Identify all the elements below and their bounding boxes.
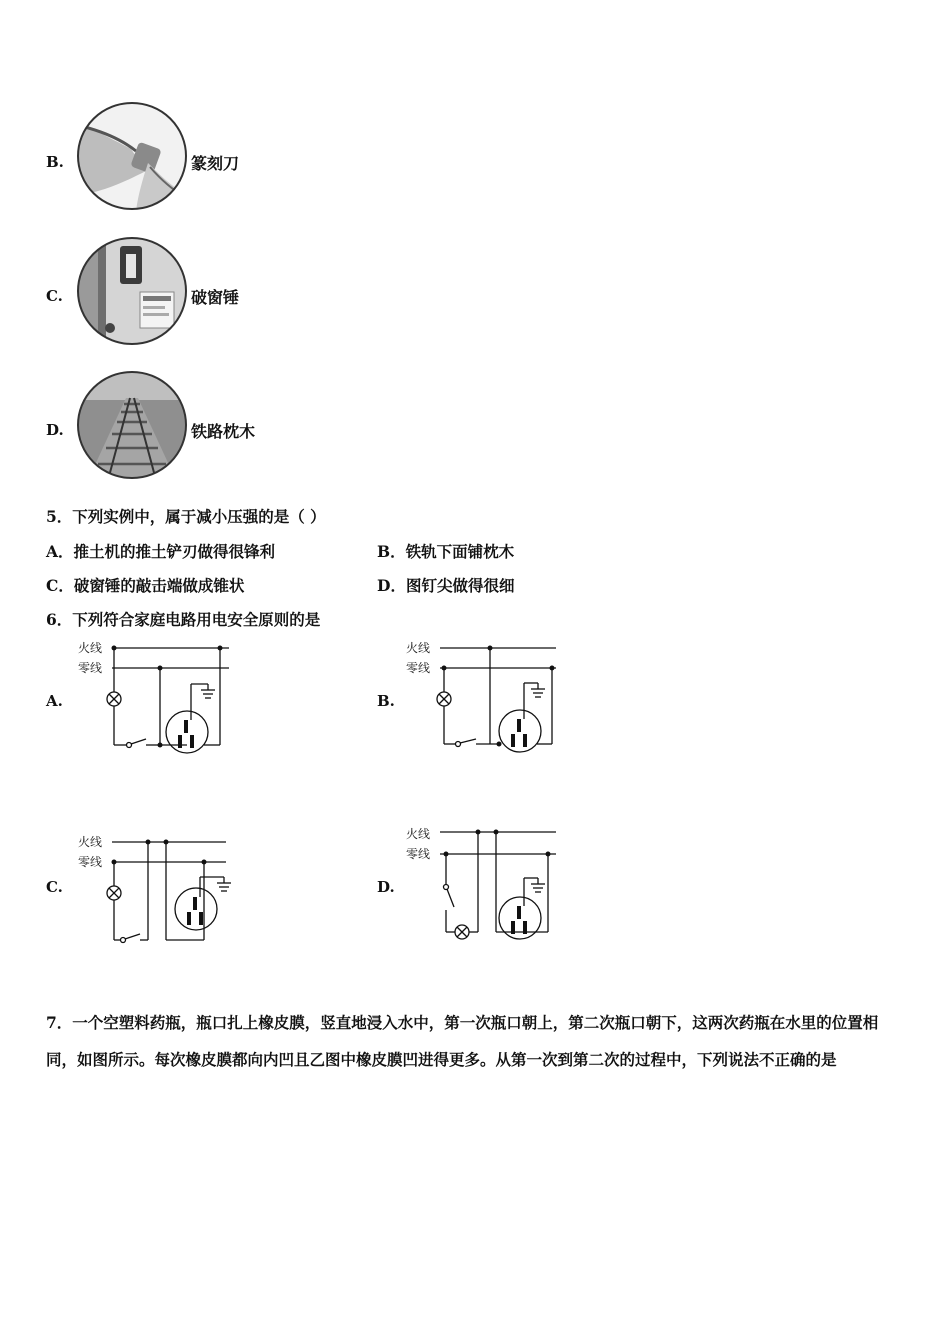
option-letter: A. [46, 692, 63, 710]
option-letter: B. [46, 153, 64, 171]
circuit-diagram-c [74, 830, 234, 950]
option-letter: C. [46, 878, 63, 896]
option-letter: D. [377, 878, 395, 896]
live-wire-label: 火线 [406, 827, 431, 841]
option-label: 铁路枕木 [191, 422, 256, 441]
circuit-diagram-d [404, 822, 564, 946]
seal-carving-knife-photo [76, 101, 188, 211]
option-letter: B. [377, 692, 395, 710]
answer-option-d: D．图钉尖做得很细 [377, 576, 515, 595]
answer-option-c: C．破窗锤的敲击端做成锥状 [46, 576, 245, 595]
question-stem: 6．下列符合家庭电路用电安全原则的是 [46, 610, 321, 629]
neutral-wire-label: 零线 [78, 855, 103, 869]
option-label: 篆刻刀 [191, 154, 240, 173]
option-label: 破窗锤 [191, 288, 240, 307]
neutral-wire-label: 零线 [406, 661, 431, 675]
neutral-wire-label: 零线 [78, 661, 103, 675]
neutral-wire-label: 零线 [406, 847, 431, 861]
question-7-text: 7．一个空塑料药瓶，瓶口扎上橡皮膜，竖直地浸入水中，第一次瓶口朝上，第二次瓶口朝下，这两次药瓶在水里的位置相同，如图所示。每次橡皮膜都向内凹且乙图中橡皮膜凹进得更多。从第一次到第二次的过程中，下列说法不正确的是 [46, 1013, 879, 1069]
live-wire-label: 火线 [406, 641, 431, 655]
circuit-diagram-a [74, 636, 234, 762]
railway-sleepers-photo [76, 370, 188, 480]
window-breaking-hammer-photo [76, 236, 188, 346]
answer-option-a: A．推土机的推土铲刃做得很锋利 [46, 542, 276, 561]
live-wire-label: 火线 [78, 641, 103, 655]
option-letter: C. [46, 287, 63, 305]
option-letter: D. [46, 421, 64, 439]
live-wire-label: 火线 [78, 835, 103, 849]
circuit-diagram-b [404, 636, 564, 762]
question-stem: 5．下列实例中，属于减小压强的是（ ） [46, 507, 326, 526]
answer-option-b: B．铁轨下面铺枕木 [377, 542, 515, 561]
